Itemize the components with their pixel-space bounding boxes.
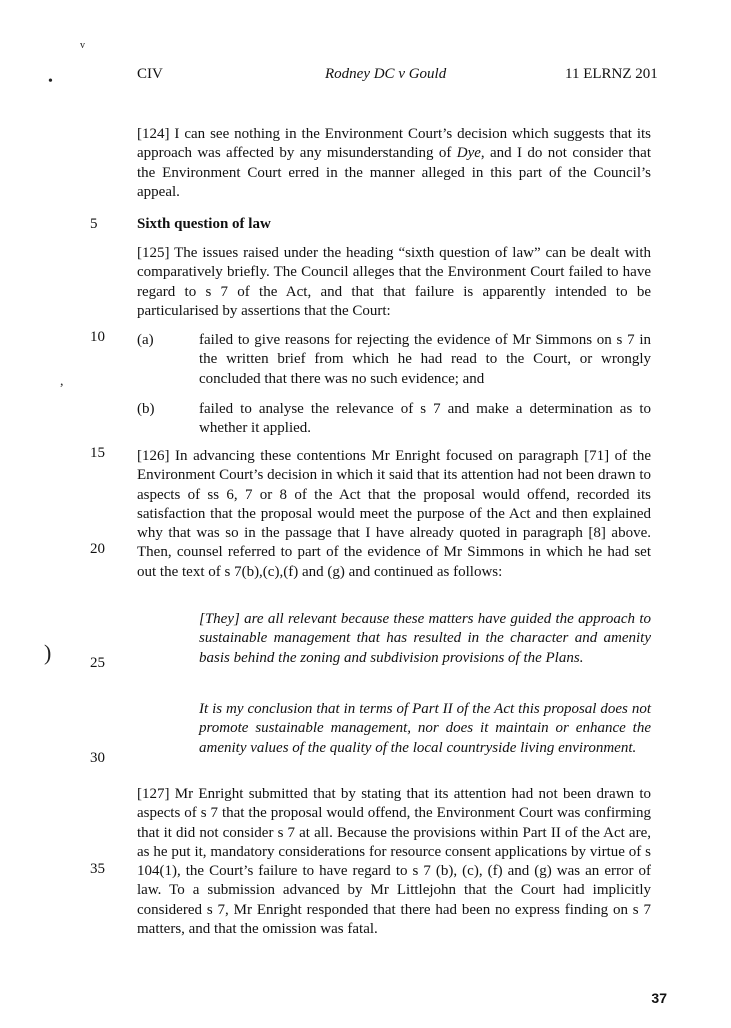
header-citation: 11 ELRNZ 201: [565, 66, 658, 82]
page-number: 37: [651, 990, 667, 1006]
list-text: failed to analyse the relevance of s 7 and make a determination as to whether it applied.: [199, 401, 651, 437]
list-label: (a): [137, 332, 154, 348]
paragraph-125: [137, 244, 651, 321]
paragraph-text: [126] In advancing these contentions Mr Enright focused on paragraph [71] of the Environment Court’s decision in which it said that its attention had not been drawn to aspects of ss 6, 7 or 8 of the Act that the proposal would offend, recorded its satisfaction that the proposal would meet the purpose of the Act and then explained why that was so in the passage that I have already quoted in paragraph [8] above. Then, counsel referred to part of the evidence of Mr Simmons in which he had set out the text of s 7(b),(c),(f) and (g) and continued as follows:: [137, 448, 651, 580]
paragraph-text: [127] Mr Enright submitted that by stating that its attention had not been drawn to aspects of s 7 that the proposal would offend, the Environment Court was confirming that it did not consider s 7 at all. Because the provisions within Part II of the Act are, as he put it, mandatory considerations for resource consent applications by virtue of s 104(1), the Court’s failure to have regard to s 7 (b), (c), (f) and (g) was an error of law. To a submission advanced by Mr Littlejohn that the Court had implicitly considered s 7, Mr Enright responded that there had been no express finding on s 7 matters, and that the omission was fatal.: [137, 786, 651, 938]
line-number: 10: [90, 329, 105, 345]
header-case-name: Rodney DC v Gould: [325, 66, 447, 82]
quotation-2: It is my conclusion that in terms of Part II of the Act this proposal does not promote sustainable management, nor does it maintain or enhance the amenity values of the quality of the local countryside living environment.: [199, 701, 651, 756]
scan-speck: •: [48, 74, 53, 89]
line-number: 15: [90, 445, 105, 461]
list-text: failed to give reasons for rejecting the evidence of Mr Simmons on s 7 in the written brief from which he had read to the Court, or wrongly concluded that there was no such evidence; and: [199, 332, 651, 387]
line-number: 25: [90, 655, 105, 671]
scan-bracket: ): [44, 640, 52, 665]
paragraph-127: [137, 785, 651, 939]
scan-speck: v: [80, 40, 85, 51]
line-number: 35: [90, 861, 105, 877]
line-number: 20: [90, 541, 105, 557]
line-number: 30: [90, 750, 105, 766]
section-heading: Sixth question of law: [137, 216, 271, 232]
scan-speck: ,: [60, 374, 64, 389]
header-court: CIV: [137, 66, 163, 82]
paragraph-text: [125] The issues raised under the heading “sixth question of law” can be dealt with comparatively briefly. The Council alleges that the Environment Court failed to have regard to s 7 of the Act, and that that failure is apparently intended to be particularised by assertions that the Court:: [137, 245, 651, 319]
paragraph-text: [124] I can see nothing in the Environment Court’s decision which suggests that its approach was affected by any misunderstanding of Dye, and I do not consider that the Environment Court erred in the manner alleged in this part of the Council’s appeal.: [137, 126, 651, 200]
list-label: (b): [137, 401, 155, 417]
paragraph-126: [137, 447, 651, 582]
line-number: 5: [90, 216, 98, 232]
quotation-1: [They] are all relevant because these matters have guided the approach to sustainable management that has resulted in the character and amenity basis behind the zoning and subdivision provisions of the Plans.: [199, 611, 651, 666]
paragraph-124: [137, 125, 651, 202]
